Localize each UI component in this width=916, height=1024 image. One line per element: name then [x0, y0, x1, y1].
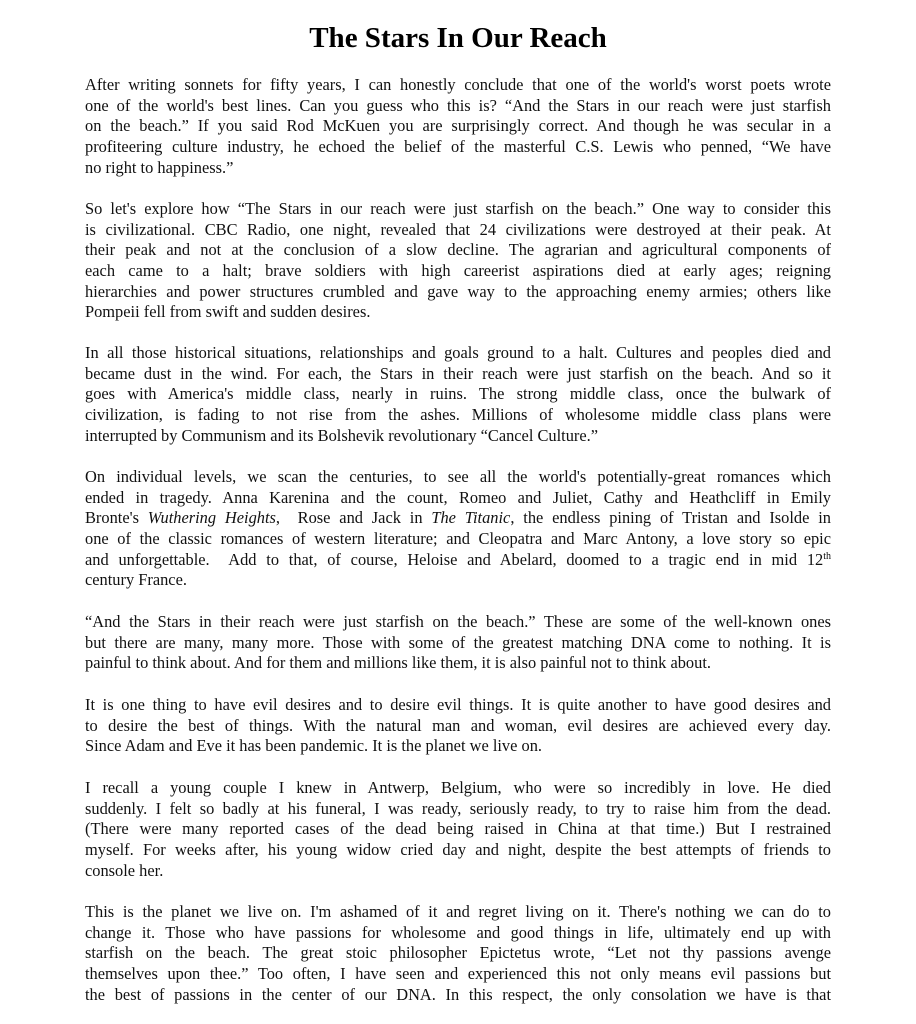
text-line: suddenly. I felt so badly at his funeral, I was ready, seriously ready, to try to raise him from the dead.	[85, 798, 831, 818]
text-line-with-titles	[85, 508, 831, 529]
text-line: no right to happiness.”	[85, 157, 234, 177]
text-line-with-superscript	[85, 550, 831, 571]
text-line: interrupted by Communism and its Bolshevik revolutionary “Cancel Culture.”	[85, 425, 599, 445]
ordinal-superscript: th	[823, 550, 831, 562]
text-line: the best of passions in the center of our DNA. In this respect, the only consolation we have is that	[85, 984, 831, 1004]
text-line: This is the planet we live on. I'm ashamed of it and regret living on it. There's nothing we can do to	[85, 902, 831, 921]
text-line: but there are many, many more. Those with some of the greatest matching DNA come to nothing. It is	[85, 632, 831, 652]
text-line: is civilizational. CBC Radio, one night, revealed that 24 civilizations were destroyed at their peak. At	[85, 219, 831, 239]
paragraph-2	[85, 199, 831, 323]
line-text: Bronte's	[85, 508, 148, 528]
text-line: hierarchies and power structures crumbled and gave way to the approaching enemy armies; others like	[85, 281, 831, 301]
text-line: starfish on the beach. The great stoic philosopher Epictetus wrote, “Let not thy passions avenge	[85, 943, 831, 963]
text-line: each came to a halt; brave soldiers with high careerist aspirations died at early ages; reigning	[85, 261, 831, 281]
text-line: their peak and not at the conclusion of a slow decline. The agrarian and agricultural components of	[85, 240, 831, 260]
text-line: I recall a young couple I knew in Antwerp, Belgium, who were so incredibly in love. He died	[85, 778, 831, 797]
text-line: one of the classic romances of western literature; and Cleopatra and Marc Antony, a love story so epic	[85, 529, 831, 549]
paragraph-7	[85, 778, 831, 881]
text-line: So let's explore how “The Stars in our reach were just starfish on the beach.” One way to consider this	[85, 199, 831, 218]
text-line: myself. For weeks after, his young widow cried day and night, despite the best attempts of friends to	[85, 840, 831, 860]
line-text: , Rose and Jack in	[275, 508, 432, 528]
paragraph-8	[85, 902, 831, 1005]
line-text: , the endless pining of Tristan and Isolde in	[510, 508, 831, 528]
text-line: painful to think about. And for them and millions like them, it is also painful not to think about.	[85, 653, 711, 673]
text-line: After writing sonnets for fifty years, I can honestly conclude that one of the world's worst poets wrote	[85, 75, 831, 94]
film-title-italic: The Titanic	[431, 508, 511, 528]
text-line: ended in tragedy. Anna Karenina and the count, Romeo and Juliet, Cathy and Heathcliff in Emily	[85, 487, 831, 507]
text-line: to desire the best of things. With the natural man and woman, evil desires are achieved every day.	[85, 715, 831, 735]
paragraph-6	[85, 695, 831, 757]
text-line: became dust in the wind. For each, the Stars in their reach were just starfish on the beach. And so it	[85, 363, 831, 383]
text-line: It is one thing to have evil desires and to desire evil things. It is quite another to have good desires and	[85, 695, 831, 714]
text-line: Pompeii fell from swift and sudden desires.	[85, 302, 371, 322]
line-text: and unforgettable. Add to that, of course, Heloise and Abelard, doomed to a tragic end in mid 12	[85, 549, 824, 569]
document-title: The Stars In Our Reach	[309, 22, 607, 54]
paragraph-4	[85, 467, 831, 591]
text-line: Since Adam and Eve it has been pandemic. It is the planet we live on.	[85, 736, 542, 756]
text-line: century France.	[85, 570, 187, 590]
text-line: civilization, is fading to not rise from the ashes. Millions of wholesome middle class plans were	[85, 405, 831, 425]
text-line: themselves upon thee.” Too often, I have seen and experienced this not only means evil passions but	[85, 964, 831, 984]
text-line: on the beach.” If you said Rod McKuen you are surprisingly correct. And though he was secular in a	[85, 116, 831, 136]
text-line: (There were many reported cases of the dead being raised in China at that time.) But I restrained	[85, 819, 831, 839]
paragraph-5	[85, 612, 831, 674]
paragraph-3	[85, 343, 831, 446]
text-line: change it. Those who have passions for wholesome and good things in life, ultimately end up with	[85, 922, 831, 942]
text-line: profiteering culture industry, he echoed the belief of the masterful C.S. Lewis who penned, “We have	[85, 137, 831, 157]
book-title-italic: Wuthering Heights	[147, 508, 276, 528]
paragraph-1	[85, 75, 831, 178]
text-line: On individual levels, we scan the centuries, to see all the world's potentially-great romances which	[85, 467, 831, 486]
text-line: “And the Stars in their reach were just starfish on the beach.” These are some of the well-known ones	[85, 612, 831, 631]
text-line: one of the world's best lines. Can you guess who this is? “And the Stars in our reach were just starfish	[85, 95, 831, 115]
text-line: In all those historical situations, relationships and goals ground to a halt. Cultures and peoples died and	[85, 343, 831, 362]
text-line: console her.	[85, 860, 164, 880]
text-line: goes with America's middle class, nearly in ruins. The strong middle class, once the bulwark of	[85, 384, 831, 404]
